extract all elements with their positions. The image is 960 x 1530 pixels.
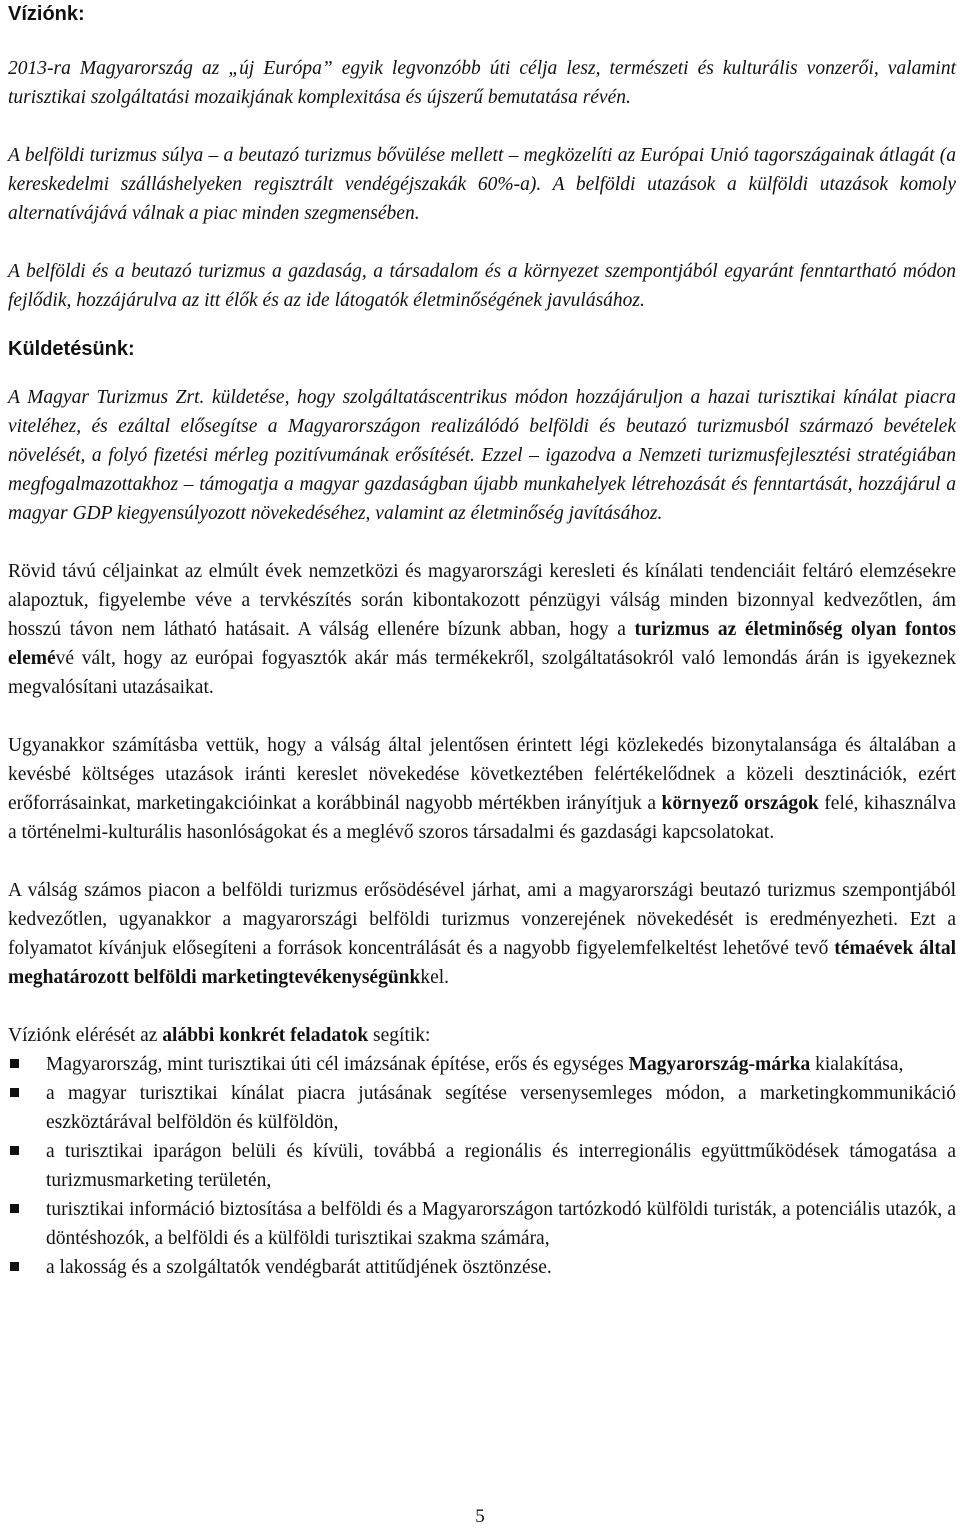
task-tail: kialakítása, [810, 1054, 904, 1075]
mission-heading: Küldetésünk: [8, 338, 135, 360]
square-bullet-icon [10, 1059, 19, 1068]
body-paragraph-3 [8, 876, 956, 992]
vision-heading: Víziónk: [8, 3, 85, 25]
list-item [8, 1137, 956, 1195]
tasks-intro-text: Víziónk elérését az [8, 1025, 163, 1046]
list-item [8, 1253, 956, 1282]
vision-paragraph-1: 2013-ra Magyarország az „új Európa” egyik legvonzóbb úti célja lesz, természeti és kulturális vonzerői, valamint turisztikai szolgáltatási mozaikjának komplexitása és újszerű bemutatása révén. [8, 58, 956, 108]
square-bullet-icon [10, 1088, 19, 1097]
page-number: 5 [475, 1506, 485, 1527]
body-paragraph-3-text: A válság számos piacon a belföldi turizmus erősödésével járhat, ami a magyarországi beutazó turizmus szempontjából kedvezőtlen, ugyanakkor a magyarországi belföldi turizmus vonzerejének növekedését is eredményezheti. Ezt a folyamatot kívánjuk elősegíteni a források koncentrálását és a nagyobb figyelemfelkeltést lehetővé tevő [8, 880, 956, 959]
body-paragraph-1-emphasis: turizmus az életminőség olyan fontos elemé [8, 619, 956, 669]
body-paragraph-1-text: Rövid távú céljainkat az elmúlt évek nemzetközi és magyarországi keresleti és kínálati tendenciáit feltáró elemzésekre alapoztuk, figyelembe véve a tervkészítés során kibontakozott pénzügyi válság minden bizonnyal kedvezőtlen, ám hosszú távon nem látható hatásait. A válság ellenére bízunk abban, hogy a [8, 561, 956, 640]
task-text: a turisztikai iparágon belüli és kívüli, továbbá a regionális és interregionális együttműködések támogatása a turizmusmarketing területén, [46, 1141, 956, 1191]
tasks-list [8, 1050, 956, 1282]
list-item [8, 1195, 956, 1253]
square-bullet-icon [10, 1146, 19, 1155]
list-item [8, 1079, 956, 1137]
list-item [8, 1050, 956, 1079]
task-text: Magyarország, mint turisztikai úti cél imázsának építése, erős és egységes [46, 1054, 629, 1075]
body-paragraph-1 [8, 557, 956, 702]
body-paragraph-2-tail: felé, kihasználva a történelmi-kulturális hasonlóságokat és a meglévő szoros társadalmi és gazdasági kapcsolatokat. [8, 793, 956, 843]
document-page [8, 0, 956, 1282]
body-paragraph-1-tail: vé vált, hogy az európai fogyasztók akár más termékekről, szolgáltatásokról való lemondás árán is igyekeznek megvalósítani utazásaikat. [8, 648, 956, 698]
tasks-intro-emphasis: alábbi konkrét feladatok [162, 1025, 369, 1046]
vision-paragraph-3: A belföldi és a beutazó turizmus a gazdaság, a társadalom és a környezet szempontjából egyaránt fenntartható módon fejlődik, hozzájárulva az itt élők és az ide látogatók életminőségének javulásához. [8, 261, 956, 311]
task-text: a magyar turisztikai kínálat piacra jutásának segítése versenysemleges módon, a marketingkommunikáció eszköztárával belföldön és külföldön, [46, 1083, 956, 1133]
body-paragraph-2-emphasis: környező országok [661, 793, 819, 814]
body-paragraph-3-emphasis: témaévek által meghatározott belföldi marketingtevékenységünk [8, 938, 956, 988]
body-paragraph-2 [8, 731, 956, 847]
body-paragraph-2-text: Ugyanakkor számításba vettük, hogy a válság által jelentősen érintett légi közlekedés bizonytalansága és általában a kevésbé költséges utazások iránti kereslet növekedése következtében felértékelődnek a közeli desztinációk, ezért erőforrásainkat, marketingakcióinkat a korábbinál nagyobb mértékben irányítjuk a [8, 735, 956, 814]
square-bullet-icon [10, 1262, 19, 1271]
vision-paragraph-2-part-1: A belföldi turizmus súlya – a beutazó turizmus bővülése mellett – megközelíti az Európai Unió tagországainak átlagát (a kereskedelmi szálláshelyeken regisztrált vendégéjszakák 60%-a). [8, 145, 956, 195]
task-text: a lakosság és a szolgáltatók vendégbarát attitűdjének ösztönzése. [46, 1257, 552, 1278]
mission-paragraph: A Magyar Turizmus Zrt. küldetése, hogy szolgáltatáscentrikus módon hozzájáruljon a hazai turisztikai kínálat piacra viteléhez, és ezáltal elősegítse a Magyarországon realizálódó belföldi és beutazó turizmusból származó bevételek növelését, a folyó fizetési mérleg pozitívumának erősítését. Ezzel – igazodva a Nemzeti turizmusfejlesztési stratégiában megfogalmazottakhoz – támogatja a magyar gazdaságban újabb munkahelyek létrehozását és fenntartását, hozzájárul a magyar GDP kiegyensúlyozott növekedéséhez, valamint az életminőség javításához. [8, 387, 956, 524]
task-emphasis: Magyarország-márka [628, 1054, 811, 1075]
body-paragraph-3-tail: kel. [420, 967, 450, 988]
tasks-intro-tail: segítik: [368, 1025, 431, 1046]
vision-paragraph-2-part-2: A belföldi utazások a külföldi utazások komoly alternatívájává válnak a piac minden szegmensében. [8, 174, 956, 224]
vision-paragraph-2 [8, 141, 956, 228]
tasks-intro [8, 1021, 956, 1050]
task-text: turisztikai információ biztosítása a belföldi és a Magyarországon tartózkodó külföldi turisták, a potenciális utazók, a döntéshozók, a belföldi és a külföldi turisztikai szakma számára, [46, 1199, 956, 1249]
square-bullet-icon [10, 1204, 19, 1213]
